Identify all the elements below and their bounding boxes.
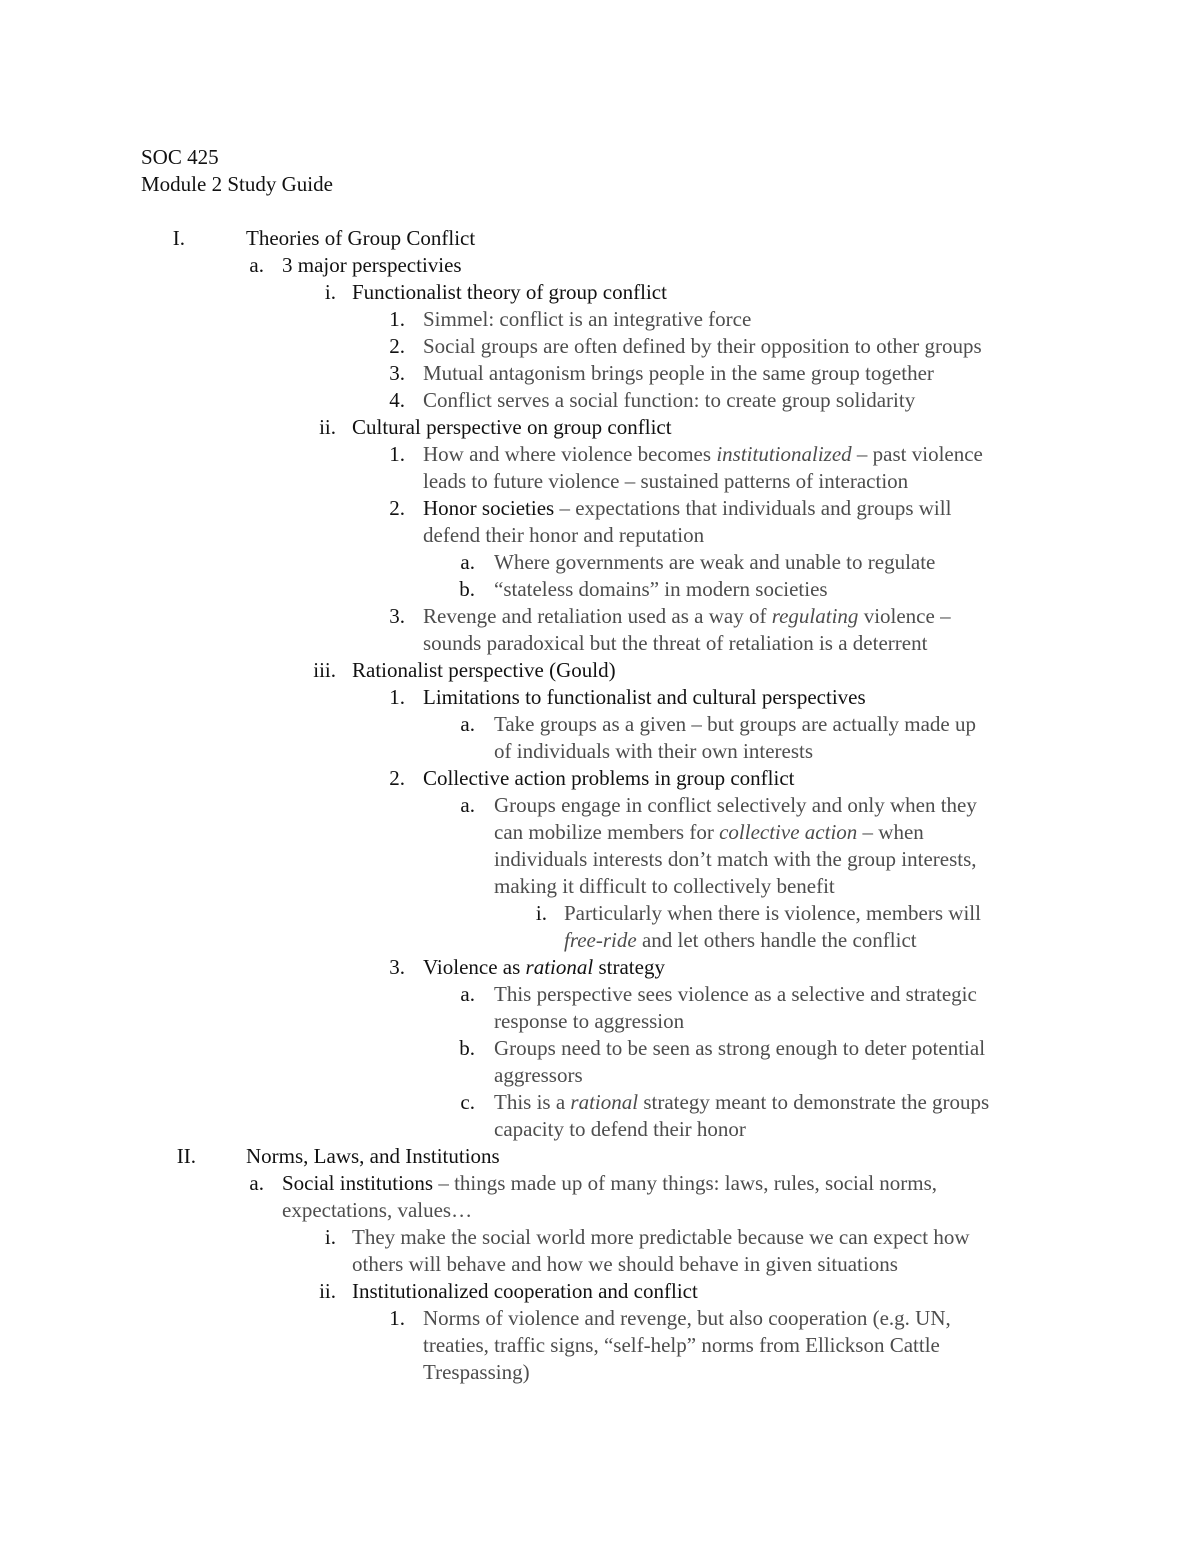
outline-marker: a. xyxy=(460,793,475,817)
outline-marker: i. xyxy=(324,280,336,304)
outline-marker: b. xyxy=(459,1036,475,1060)
outline-marker: 1. xyxy=(389,685,405,709)
outline-marker: b. xyxy=(459,577,475,601)
outline-text: How and where violence becomes xyxy=(423,442,717,466)
outline-text: – things made up of many things: laws, rules, social norms, xyxy=(433,1171,938,1195)
outline-line xyxy=(423,603,951,630)
outline-text: Trespassing) xyxy=(423,1360,530,1384)
outline-marker: II. xyxy=(176,1144,196,1168)
outline-text: Honor societies xyxy=(423,496,555,520)
outline-line xyxy=(423,1359,530,1386)
outline-line xyxy=(494,1062,583,1089)
outline-line xyxy=(494,1116,746,1143)
outline-text: response to aggression xyxy=(494,1009,685,1033)
outline-marker: 2. xyxy=(389,766,405,790)
outline-text: individuals interests don’t match with the group interests, xyxy=(494,847,977,871)
outline-text: Conflict serves a social function: to create group solidarity xyxy=(423,388,916,412)
outline-text: Norms, Laws, and Institutions xyxy=(246,1144,500,1168)
outline-text: Where governments are weak and unable to regulate xyxy=(494,550,936,574)
outline-line xyxy=(282,252,462,279)
outline-text: They make the social world more predictable because we can expect how xyxy=(352,1225,970,1249)
outline-marker: 1. xyxy=(389,442,405,466)
outline-text: This perspective sees violence as a selective and strategic xyxy=(494,982,977,1006)
outline-marker: a. xyxy=(249,1171,264,1195)
outline-line xyxy=(423,1332,940,1359)
outline-text: strategy xyxy=(593,955,665,979)
outline-line xyxy=(246,225,475,252)
outline-line xyxy=(423,306,751,333)
outline-line xyxy=(494,549,935,576)
outline-marker: 1. xyxy=(389,1306,405,1330)
outline-marker: a. xyxy=(249,253,264,277)
outline-text: leads to future violence – sustained patterns of interaction xyxy=(423,469,909,493)
outline-line xyxy=(423,333,982,360)
outline-line xyxy=(352,657,616,684)
outline-marker: 1. xyxy=(389,307,405,331)
emphasized-text: rational xyxy=(570,1090,639,1114)
outline-text: Groups need to be seen as strong enough to deter potential xyxy=(494,1036,986,1060)
outline-line xyxy=(423,441,983,468)
outline-line xyxy=(494,1035,985,1062)
outline-marker: c. xyxy=(460,1090,475,1114)
outline-text: Simmel: conflict is an integrative force xyxy=(423,307,752,331)
outline-text: – expectations that individuals and groups will xyxy=(554,496,952,520)
outline-text: Take groups as a given – but groups are actually made up xyxy=(494,712,976,736)
emphasized-text: rational xyxy=(525,955,594,979)
outline-line xyxy=(564,900,981,927)
outline-marker: a. xyxy=(460,712,475,736)
outline-text: 3 major perspectivies xyxy=(282,253,462,277)
outline-marker: 2. xyxy=(389,334,405,358)
outline-marker: 4. xyxy=(389,388,405,412)
outline-text: of individuals with their own interests xyxy=(494,739,814,763)
outline-line xyxy=(494,873,835,900)
outline-marker: ii. xyxy=(319,1279,336,1303)
outline-line xyxy=(423,1305,951,1332)
emphasized-text: regulating xyxy=(771,604,859,628)
outline-text: and let others handle the conflict xyxy=(636,928,917,952)
outline-text: Functionalist theory of group conflict xyxy=(352,280,667,304)
outline-text: Norms of violence and revenge, but also cooperation (e.g. UN, xyxy=(423,1306,951,1330)
outline-line xyxy=(423,684,866,711)
outline-line xyxy=(423,360,934,387)
outline-line xyxy=(423,765,795,792)
outline-marker: i. xyxy=(324,1225,336,1249)
outline-text: Rationalist perspective (Gould) xyxy=(352,658,616,682)
outline-marker: 3. xyxy=(389,604,405,628)
outline-text: violence – xyxy=(858,604,951,628)
outline-text: sounds paradoxical but the threat of retaliation is a deterrent xyxy=(423,631,928,655)
outline-text: – past violence xyxy=(851,442,983,466)
outline-line xyxy=(352,1224,969,1251)
outline-marker: 2. xyxy=(389,496,405,520)
outline-line xyxy=(494,819,924,846)
outline-line xyxy=(494,576,828,603)
outline-line xyxy=(423,522,704,549)
outline-text: capacity to defend their honor xyxy=(494,1117,746,1141)
outline-text: Particularly when there is violence, members will xyxy=(564,901,981,925)
outline-line xyxy=(494,792,977,819)
course-code: SOC 425 xyxy=(141,145,219,169)
outline-marker: iii. xyxy=(313,658,336,682)
outline-line xyxy=(423,495,951,522)
emphasized-text: collective action xyxy=(719,820,858,844)
outline-line xyxy=(352,1251,898,1278)
outline-line xyxy=(494,738,813,765)
outline-line xyxy=(352,279,667,306)
outline-text: Revenge and retaliation used as a way of xyxy=(423,604,772,628)
outline-marker: a. xyxy=(460,550,475,574)
outline-text: Groups engage in conflict selectively and only when they xyxy=(494,793,977,817)
outline-line xyxy=(494,981,977,1008)
document-title: Module 2 Study Guide xyxy=(141,172,333,196)
outline-marker: ii. xyxy=(319,415,336,439)
outline-line xyxy=(494,711,976,738)
outline-text: Social institutions xyxy=(282,1171,434,1195)
outline-text: others will behave and how we should behave in given situations xyxy=(352,1252,898,1276)
outline-text: Cultural perspective on group conflict xyxy=(352,415,672,439)
outline-line xyxy=(494,846,977,873)
outline-text: Collective action problems in group conflict xyxy=(423,766,795,790)
outline-line xyxy=(352,414,672,441)
outline-marker: i. xyxy=(535,901,547,925)
outline-text: strategy meant to demonstrate the groups xyxy=(638,1090,990,1114)
outline-line xyxy=(423,630,927,657)
outline-text: Theories of Group Conflict xyxy=(246,226,476,250)
outline-line xyxy=(494,1089,989,1116)
outline-text: expectations, values… xyxy=(282,1198,473,1222)
outline-text: making it difficult to collectively benefit xyxy=(494,874,835,898)
outline-marker: I. xyxy=(172,226,185,250)
outline-text: Violence as xyxy=(423,955,526,979)
outline-text: aggressors xyxy=(494,1063,583,1087)
outline-text: can mobilize members for xyxy=(494,820,720,844)
outline-text: – when xyxy=(857,820,924,844)
outline-line xyxy=(282,1170,937,1197)
outline-text: Limitations to functionalist and cultural perspectives xyxy=(423,685,866,709)
outline-marker: a. xyxy=(460,982,475,1006)
outline-text: Social groups are often defined by their opposition to other groups xyxy=(423,334,982,358)
outline-line xyxy=(564,927,917,954)
emphasized-text: institutionalized xyxy=(716,442,852,466)
outline-line xyxy=(494,1008,684,1035)
outline-line xyxy=(423,468,908,495)
emphasized-text: free-ride xyxy=(564,928,637,952)
outline-text: Mutual antagonism brings people in the same group together xyxy=(423,361,934,385)
outline-text: “stateless domains” in modern societies xyxy=(494,577,828,601)
outline-line xyxy=(352,1278,698,1305)
outline-marker: 3. xyxy=(389,955,405,979)
outline-text: treaties, traffic signs, “self-help” norms from Ellickson Cattle xyxy=(423,1333,940,1357)
outline-text: This is a xyxy=(494,1090,571,1114)
outline-line xyxy=(423,387,915,414)
outline-text: defend their honor and reputation xyxy=(423,523,705,547)
outline-line xyxy=(282,1197,472,1224)
outline-text: Institutionalized cooperation and conflict xyxy=(352,1279,698,1303)
outline-line xyxy=(246,1143,500,1170)
outline-line xyxy=(423,954,665,981)
outline-marker: 3. xyxy=(389,361,405,385)
